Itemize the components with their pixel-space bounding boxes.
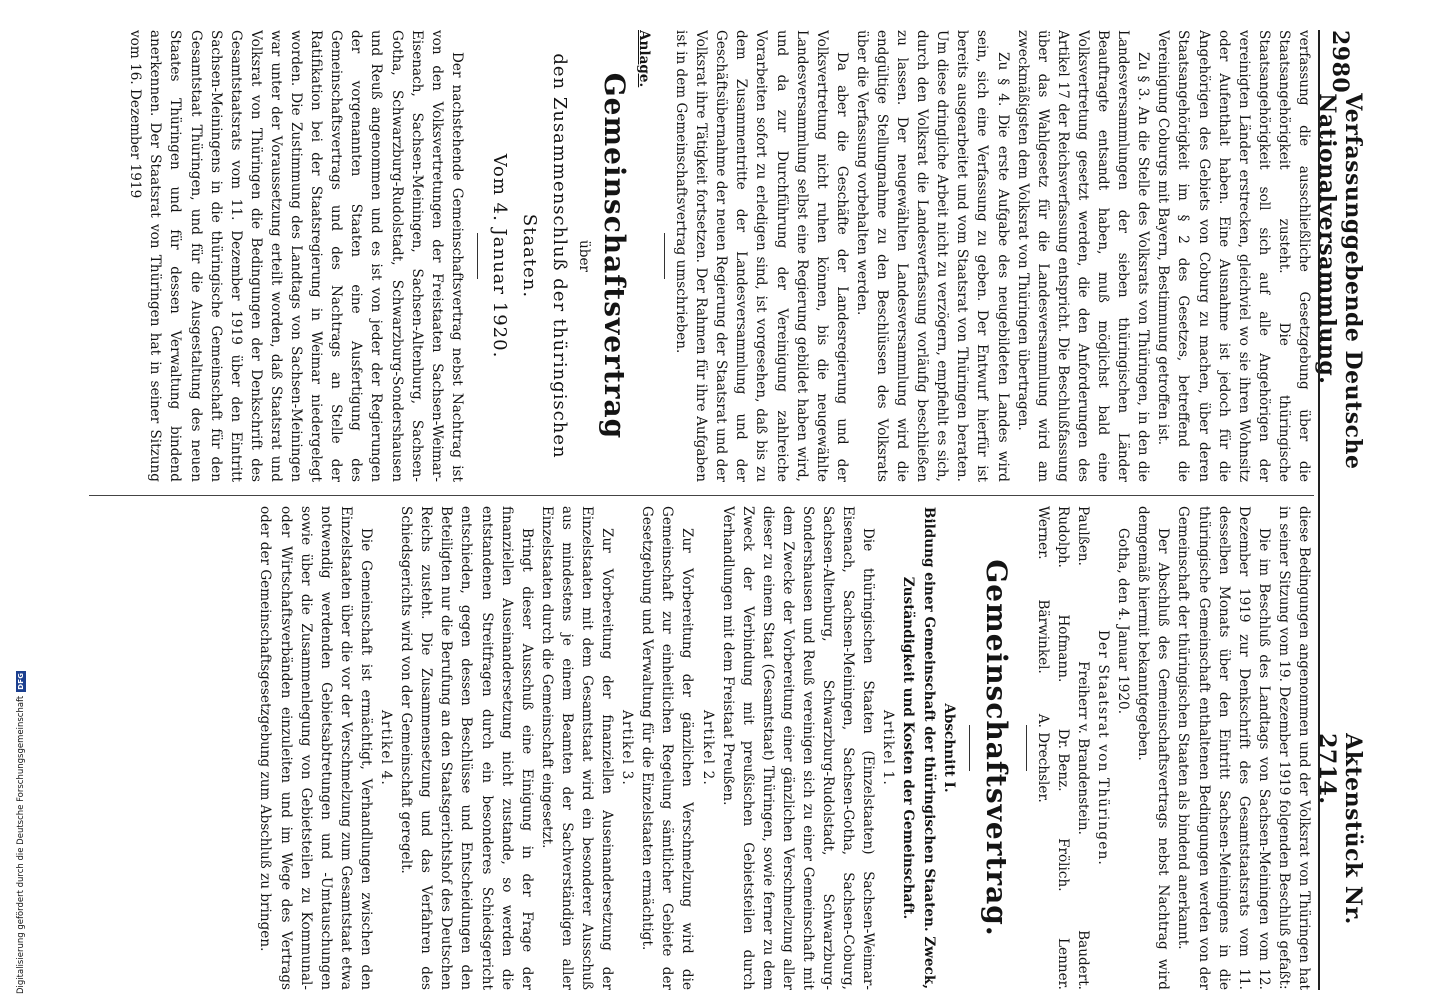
section-title: Gemeinschaftsvertrag.: [979, 559, 1013, 937]
section-title: Gemeinschaftsvertrag: [597, 72, 631, 440]
signature-name: Freiherr v. Brandenstein.: [1074, 661, 1091, 835]
paragraph: diese Bedingungen angenommen und der Volksrat von Thüringen hat in seiner Sitzung vom 19. Dezember 1919 folgenden Beschluß gefaßt:: [1275, 506, 1312, 990]
article-heading: Artikel 1.: [880, 709, 897, 787]
right-column: [89, 506, 1314, 990]
article-text: Die Gemeinschaft ist ermächtigt, Verhandlungen zwischen den Einzelstaaten über die vor der Verschmelzung zum Gesamtstaat etwa notwendig werdenden Gebietsabtretungen und -Umtauschungen sowie über die Zusammenlegung von Gebietsteilen zu Kommunal- oder Wirtschaftsverbänden einzuleiten und im Wege des Vertrags oder der Gemeinschaftsgesetzgebung zum Abschluß zu bringen.: [257, 506, 374, 990]
document-reference: Aktenstück Nr. 2714.: [1314, 733, 1366, 925]
signature-name: Frölich.: [1054, 838, 1071, 892]
paragraph-zu-3: Zu § 3. An die Stelle des Volksrats von Thüringen, in den die Landesversammlungen der sieben thüringischen Länder Beauftragte entsandt haben, muß möglichst bald eine Volksvertretung gesetzt werden, die den Anforderungen des Artikel 17 der Reichsverfassung entspricht. Die Beschlußfassung über das Wahlgesetz für die Landesversammlung wird am zweckmäßigsten dem Volksrat von Thüringen übertragen.: [1014, 30, 1152, 482]
separator-rule: [477, 233, 478, 279]
article-text: Bringt dieser Ausschuß eine Einigung in der Frage der finanziellen Auseinandersetzung nicht zustande, so werden die entstandenen Streitfragen durch ein besonderes Schiedsgericht entschieden, gegen dessen Beschlüsse und Entscheidungen den Beteiligten nur die Berufung an den Staatsgerichtshof des Deutschen Reichs zusteht. Die Zusammensetzung und das Verfahren des Schiedsgerichts wird von der Gemeinschaft geregelt.: [398, 506, 535, 990]
digitization-credit: [16, 671, 26, 994]
paragraph: Der nachstehende Gemeinschaftsvertrag nebst Nachtrag ist von den Volksvertretungen der Freistaaten Sachsen-Weimar-Eisenach, Sachsen-Meiningen, Sachsen-Altenburg, Sachsen-Gotha, Schwarzburg-Rudolstadt, Schwarzburg-Sondershausen und Reuß angenommen und es ist von jeder der Regierungen der vorgenannten Staaten eine Ausfertigung des Gemeinschaftsvertrags und des Nachtrags an Stelle der Ratifikation bei der Staatsregierung in Weimar niedergelegt worden. Die Zustimmung des Landtags von Sachsen-Meiningen war unter der Voraussetzung erteilt worden, daß Staatsrat und Volksrat von Thüringen die Bedingungen der Denkschrift des Gesamtstaatsrats vom 11. Dezember 1919 über den Eintritt Sachsen-Meiningens in die thüringische Gemeinschaft für den Gesamtstaat Thüringen, und für die Ausgestaltung des neuen Staates Thüringen und für dessen Verwaltung bindend anerkennen. Der Staatsrat von Thüringen hat in seiner Sitzung vom 16. Dezember 1919: [127, 30, 465, 482]
paragraph: Da aber die Geschäfte der Landesregierung und der Volksvertretung nicht ruhen können, bis die neugewählte Landesversammlung selbst eine Regierung gebildet haben wird, und da zur Durchführung der Vereinigung zahlreiche Vorarbeiten sofort zu erledigen sind, ist vorgesehen, daß bis zu dem Zusammentritte der Landesversammlung und der Geschäftsübernahme der neuen Regierung der Staatsrat und der Volksrat ihre Tätigkeit fortsetzen. Der Rahmen für ihre Aufgaben ist in dem Gemeinschaftsvertrag umschrieben.: [673, 30, 850, 482]
running-title: Verfassunggebende Deutsche Nationalversammlung.: [1314, 93, 1366, 470]
paragraph-zu-4: Zu § 4. Die erste Aufgabe des neugebildeten Landes wird sein, sich eine Verfassung zu geben. Der Entwurf hierfür ist bereits ausgearbeitet und vom Staatsrat von Thüringen beraten. Um diese dringliche Arbeit nicht zu verzögern, empfiehlt es sich, durch den Volksrat die Landesverfassung vorläufig beschließen zu lassen. Der neugewählten Landesversammlung wird die endgültige Stellungnahme zu den Beschlüssen des Volksrats über die Verfassung vorbehalten werden.: [853, 30, 1011, 482]
article-heading: Artikel 3.: [619, 709, 636, 787]
left-column: [89, 30, 1314, 482]
separator-rule: [1026, 725, 1027, 771]
staatsrat-line: Der Staatsrat von Thüringen.: [1095, 629, 1112, 867]
title-sub-line: den Zusammenschluß der thüringischen: [548, 53, 570, 459]
signature-name: A. Drechsler.: [1034, 713, 1051, 803]
article-text: Zur Vorbereitung der finanziellen Auseinandersetzung der Einzelstaaten mit dem Gesamtstaat wird ein besonderer Ausschuß aus mindestens je einem Beamten der Sachverständigen aller Einzelstaaten durch die Gemeinschaft eingesetzt.: [538, 506, 616, 990]
signature-row: [1073, 506, 1093, 990]
article-text: Die thüringischen Staaten (Einzelstaaten) Sachsen-Weimar-Eisenach, Sachsen-Meiningen, Sachsen-Gotha, Sachsen-Coburg, Sachsen-Altenburg, Schwarzburg-Rudolstadt, Schwarzburg-Sondershausen und Reuß vereinigen sich zu einer Gemeinschaft mit dem Zwecke der Vorbereitung einer gänzlichen Verschmelzung aller dieser zu einem Staat (Gesamtstaat) Thüringen, sowie ferner zu dem Zweck der Verbindung mit preußischen Gebietsteilen durch Verhandlungen mit dem Freistaat Preußen.: [719, 506, 877, 990]
paragraph: Der Abschluß des Gemeinschaftsvertrags nebst Nachtrag wird demgemäß hiermit bekanntgegeben.: [1135, 506, 1172, 990]
quoted-resolution: Die im Beschluß des Landtags von Sachsen-Meiningen vom 12. Dezember 1919 zur Denkschrift des Gesamtstaatsrats vom 11. desselben Monats über den Eintritt Sachsen-Meiningens in die thüringische Gemeinschaft enthaltenen Bedingungen werden von der Gemeinschaft der thüringischen Staaten als bindend anerkannt.: [1175, 506, 1272, 990]
signature-name: Werner.: [1034, 506, 1051, 560]
signature-name: Rudolph.: [1054, 506, 1071, 569]
signature-name: Hofmann.: [1054, 614, 1071, 683]
page-header: [1314, 30, 1366, 990]
abschnitt-subheading: Bildung einer Gemeinschaft der thüringischen Staaten. Zweck, Zuständigkeit und Kosten der Gemeinschaft.: [900, 506, 937, 990]
page-number: 2980: [1327, 30, 1353, 94]
signature-name: Paulßen.: [1074, 506, 1091, 566]
dfg-logo: DFG: [17, 672, 25, 690]
separator-rule: [969, 725, 970, 771]
abschnitt-heading: Abschnitt I.: [940, 703, 957, 793]
signature-name: Dr. Benz.: [1054, 728, 1071, 792]
title-date: Vom 4. Januar 1920.: [488, 153, 510, 359]
column-divider: [89, 495, 1314, 496]
article-text: Zur Vorbereitung der gänzlichen Verschmelzung wird die Gemeinschaft zur einheitlichen Regelung sämtlicher Gebiete der Gesetzgebung und Verwaltung für die Einzelstaaten ermächtigt.: [639, 506, 696, 990]
signature-name: Lenner.: [1054, 938, 1071, 990]
anlage-label: Anlage.: [636, 30, 652, 88]
signature-name: Baudert.: [1074, 930, 1091, 990]
signature-name: Bärwinkel.: [1034, 599, 1051, 674]
signature-row: [1033, 506, 1053, 990]
article-heading: Artikel 2.: [699, 709, 716, 787]
rotated-document-sheet: [80, 30, 1366, 990]
title-sub-line: Staaten.: [518, 213, 540, 299]
paragraph: verfassung die ausschließliche Gesetzgebung über die Staatsangehörigkeit zusteht. Die thüringische Staatsangehörigkeit soll sich auf alle Angehörigen der vereinigten Länder erstrecken, gleichviel wo sie ihren Wohnsitz oder Aufenthalt haben. Eine Ausnahme ist jedoch für die Angehörigen des Gebiets von Coburg zu machen, über deren Staatsangehörigkeit im § 2 des Gesetzes, betreffend die Vereinigung Coburgs mit Bayern, Bestimmung getroffen ist.: [1155, 30, 1312, 482]
separator-rule: [664, 233, 665, 279]
credit-text: Digitalisierung gefördert durch die Deutsche Forschungsgemeinschaft: [16, 695, 26, 994]
title-sub-ueber: über: [575, 240, 592, 272]
article-heading: Artikel 4.: [378, 709, 395, 787]
header-rule: [1318, 30, 1320, 990]
signature-row: [1053, 506, 1073, 990]
place-date: Gotha, den 4. Januar 1920.: [1115, 528, 1132, 715]
